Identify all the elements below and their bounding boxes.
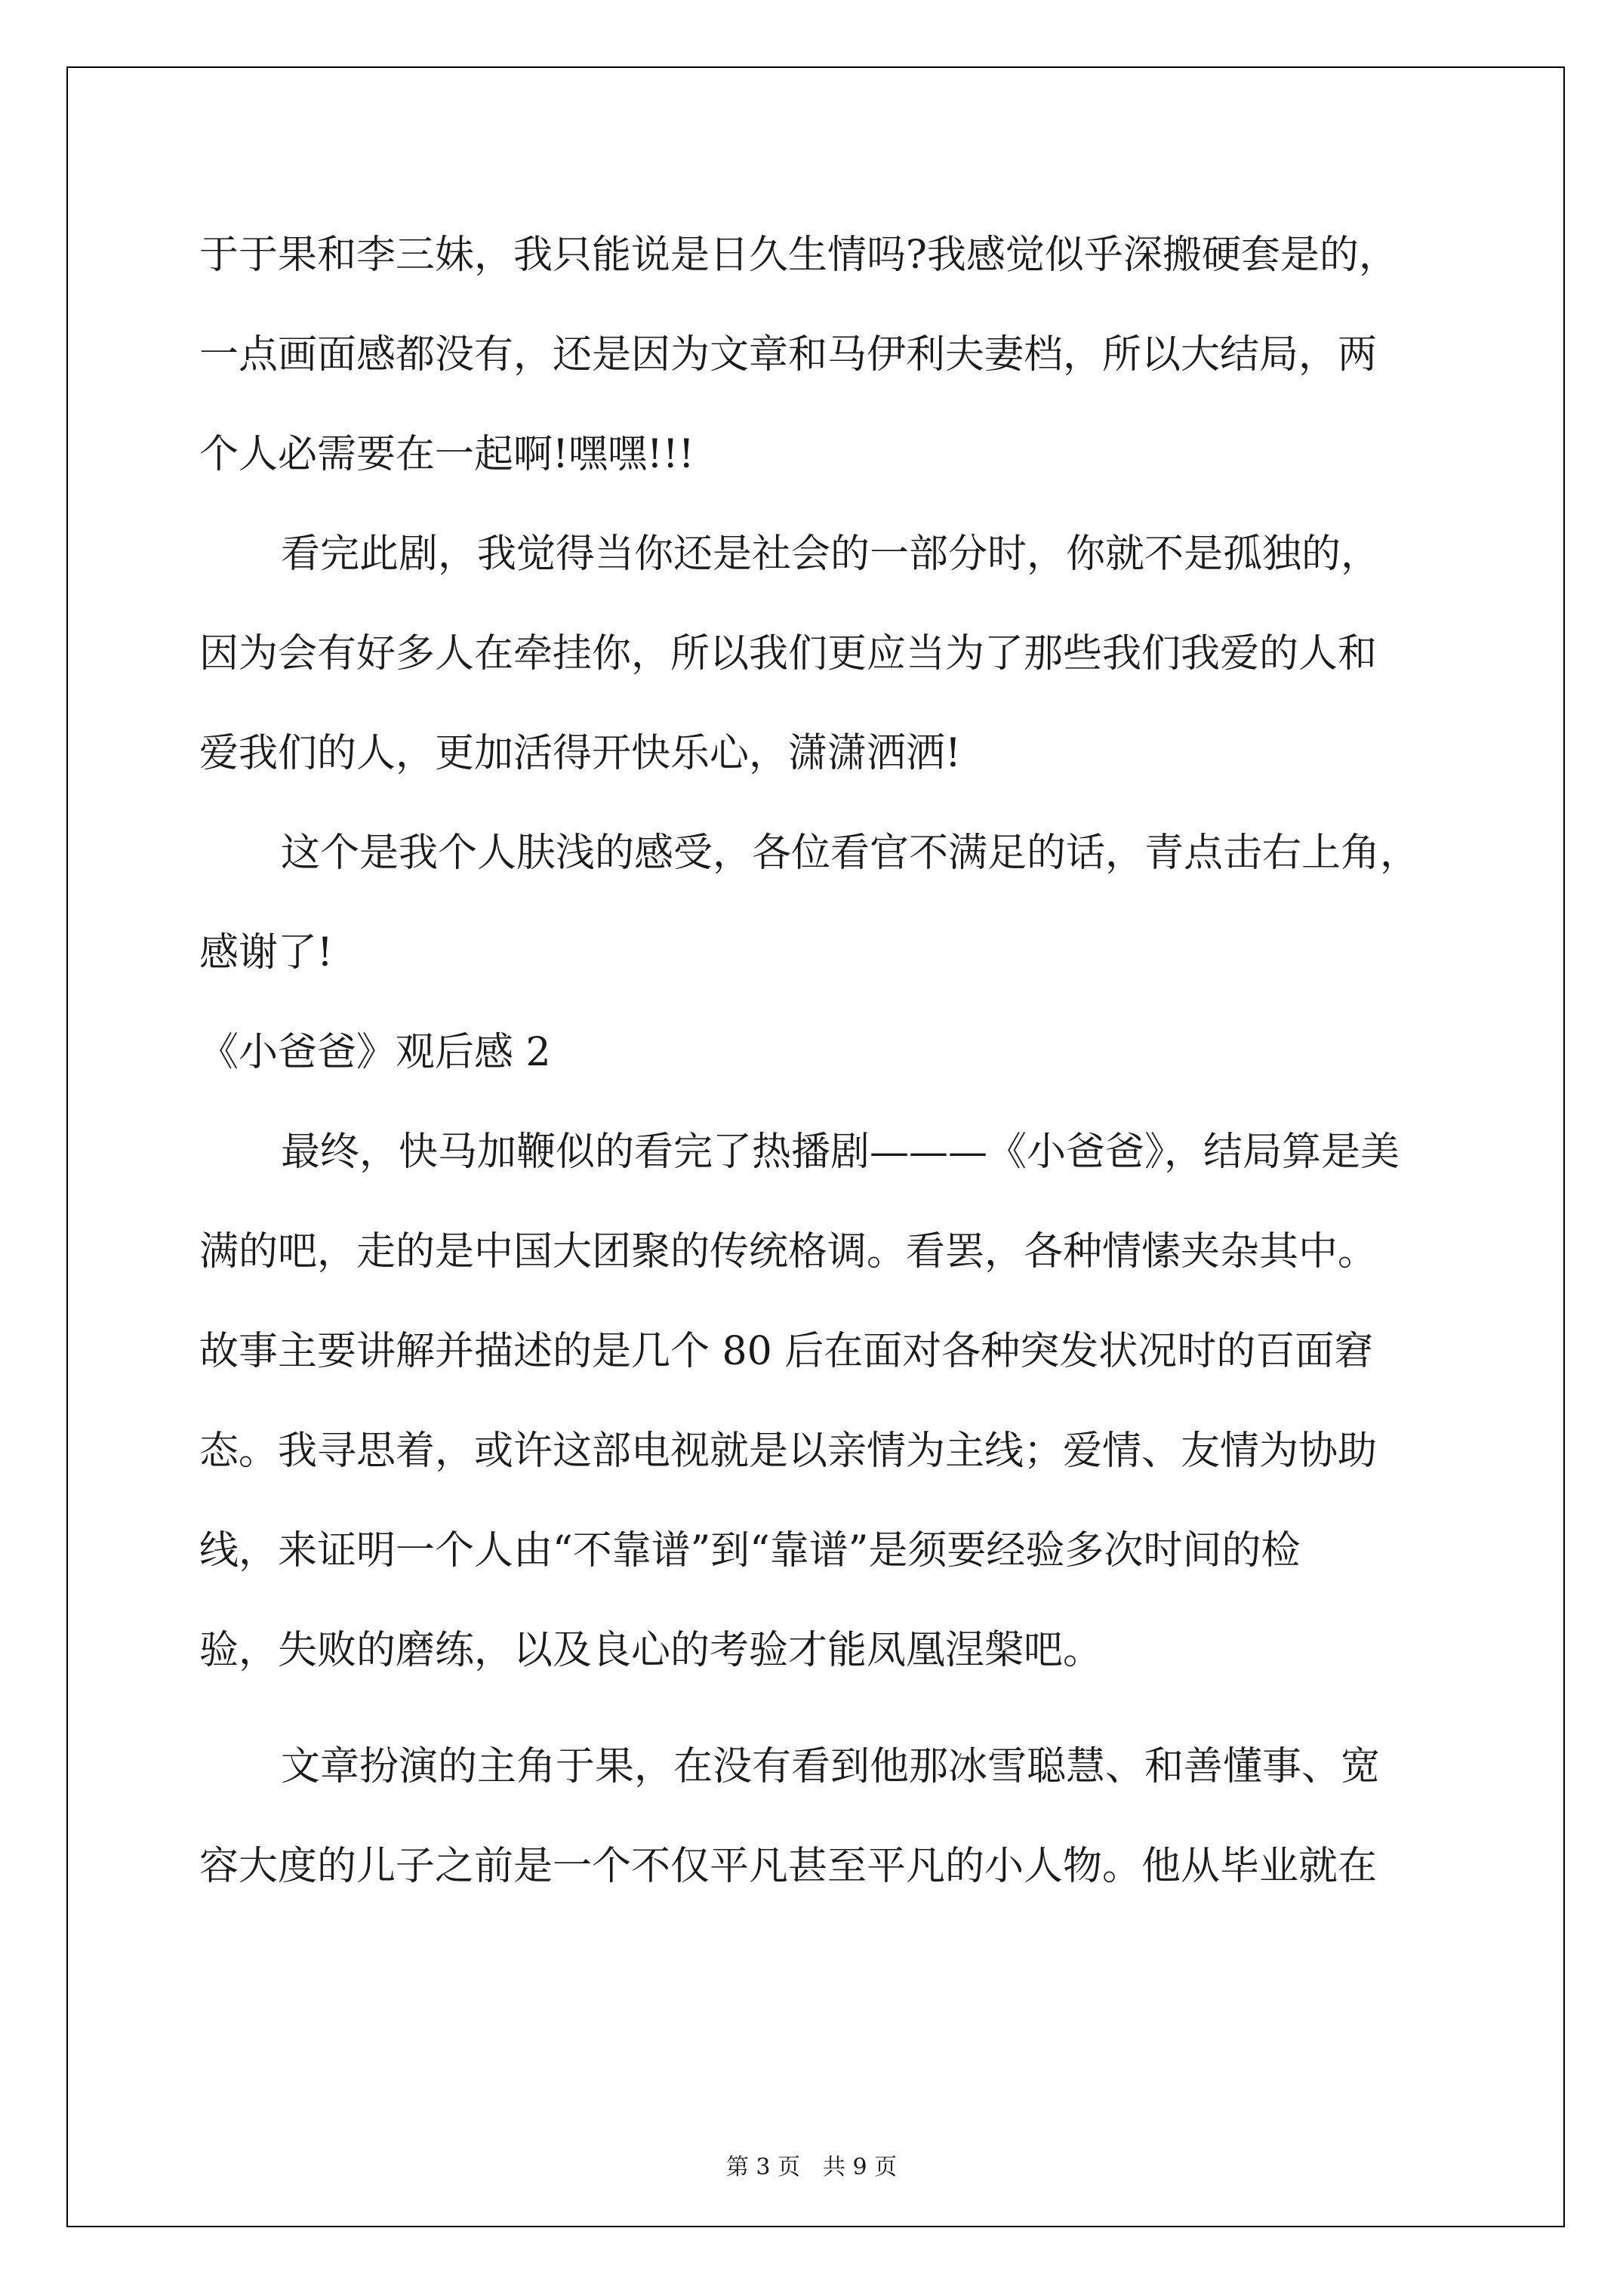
text-line: 线，来证明一个人由“不靠谱”到“靠谱”是须要经验多次时间的检: [199, 1528, 1301, 1573]
text-line: 验，失败的磨练，以及良心的考验才能凤凰涅槃吧。: [199, 1628, 1103, 1673]
document-body: [199, 205, 1437, 1916]
text-line: 态。我寻思着，或许这部电视就是以亲情为主线；爱情、友情为协助: [199, 1428, 1378, 1474]
text-line: 爱我们的人，更加活得开快乐心，潇潇洒洒!: [199, 731, 961, 776]
text-line: 故事主要讲解并描述的是几个 80 后在面对各种突发状况时的百面窘: [199, 1329, 1374, 1374]
text-line: 感谢了!: [199, 930, 333, 975]
text-line: 于于果和李三妹，我只能说是日久生情吗?我感觉似乎深搬硬套是的，: [199, 233, 1398, 278]
text-line: 满的吧，走的是中国大团聚的传统格调。看罢，各种情愫夹杂其中。: [199, 1229, 1378, 1274]
section-heading: 《小爸爸》观后感 2: [199, 1030, 551, 1075]
text-line: 容大度的儿子之前是一个不仅平凡甚至平凡的小人物。他从毕业就在: [199, 1844, 1378, 1889]
text-line: 个人必需要在一起啊!嘿嘿!!!: [199, 432, 694, 477]
paragraph-gap: [199, 1700, 1437, 1717]
page-number-footer: 第 3 页 共 9 页: [725, 2154, 898, 2180]
paragraph-start-line: 看完此剧，我觉得当你还是社会的一部分时，你就不是孤独的，: [281, 532, 1381, 577]
paragraph-start-line: 最终，快马加鞭似的看完了热播剧———《小爸爸》，结局算是美: [281, 1130, 1400, 1175]
paragraph-start-line: 这个是我个人肤浅的感受，各位看官不满足的话，青点击右上角，: [281, 831, 1420, 876]
paragraph-start-line: 文章扮演的主角于果，在没有看到他那冰雪聪慧、和善懂事、宽: [281, 1744, 1381, 1789]
text-line: 一点画面感都没有，还是因为文章和马伊利夫妻档，所以大结局，两: [199, 332, 1378, 378]
text-line: 因为会有好多人在牵挂你，所以我们更应当为了那些我们我爱的人和: [199, 631, 1378, 676]
